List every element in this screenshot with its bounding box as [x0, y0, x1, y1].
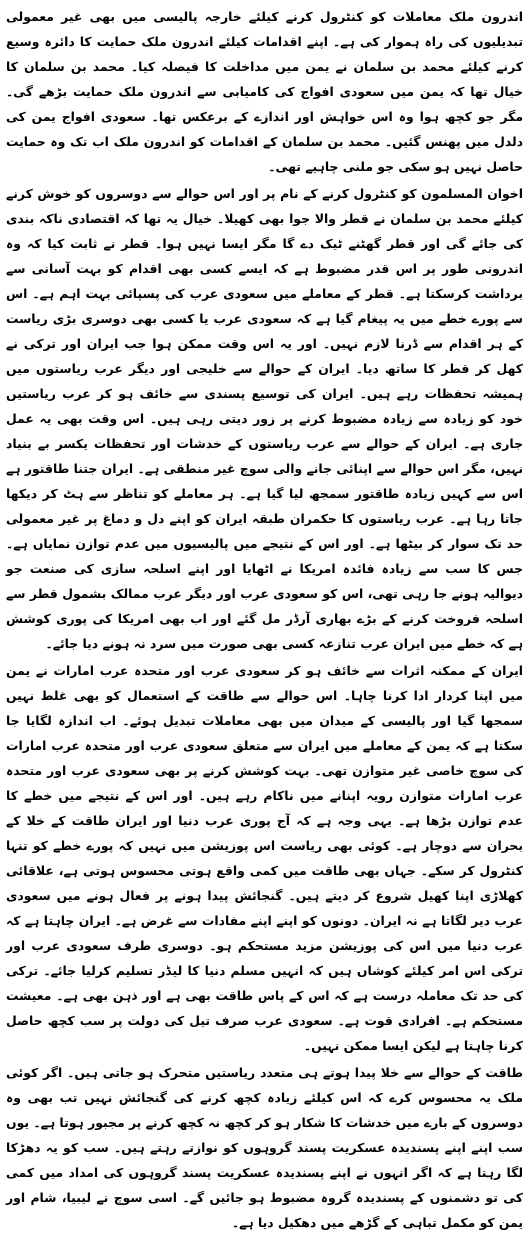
article-paragraph-2: اخوان المسلمون کو کنٹرول کرنے کے نام پر اور اس حوالے سے دوسروں کو خوش کرنے کیلئے محمد بن سلمان نے قطر والا جوا بھی کھیلا۔ خیال یہ تھا کہ اقتصادی ناکہ بندی کی جائے گی اور قطر گھٹنے ٹیک دے گا مگر ایسا نہیں ہوا۔ قطر نے ثابت کیا کہ وہ اندرونی طور پر اس قدر مضبوط ہے کہ ایسے کسی بھی اقدام کو بہت آسانی سے برداشت کرسکتا ہے۔ قطر کے معاملے میں سعودی عرب کی پسپائی بہت اہم ہے۔ اس سے پورے خطے میں یہ پیغام گیا ہے کہ سعودی عرب یا کسی بھی دوسری بڑی ریاست کے ہر اقدام سے ڈرنا لازم نہیں۔ اور یہ اس وقت ممکن ہوا جب ایران اور ترکی نے کھل کر قطر کا ساتھ دیا۔ ایران کے حوالے سے خلیجی اور دیگر عرب ریاستوں میں ہمیشہ تحفظات رہے ہیں۔ ایران کی توسیع پسندی سے خائف ہو کر عرب ریاستیں خود کو زیادہ سے زیادہ مضبوط کرنے پر زور دیتی رہی ہیں۔ اس وقت بھی یہ عمل جاری ہے۔ ایران کے حوالے سے عرب ریاستوں کے خدشات اور تحفظات یکسر بے بنیاد نہیں، مگر اس حوالے سے اپنائی جانے والی سوچ غیر منطقی ہے۔ ایران جتنا طاقتور ہے اس سے کہیں زیادہ طاقتور سمجھ لیا گیا ہے۔ ہر معاملے کو تناظر سے ہٹ کر دیکھا جاتا رہا ہے۔ عرب ریاستوں کا حکمران طبقہ ایران کو اپنے دل و دماغ پر غیر معمولی حد تک سوار کر بیٹھا ہے۔ اور اس کے نتیجے میں پالیسیوں میں عدم توازن نمایاں ہے۔ جس کا سب سے زیادہ فائدہ امریکا نے اٹھایا اور اپنے اسلحہ سازی کی صنعت جو دیوالیہ ہونے جا رہی تھی، اس کو سعودی عرب اور دیگر عرب ممالک بشمول قطر سے اسلحہ فروخت کرنے کے بڑے بھاری آرڈر مل گئے اور اب بھی امریکا کی پوری کوشش ہے کہ خطے میں ایران عرب تنازعہ کسی بھی صورت میں سرد نہ ہونے دیا جائے۔: [6, 186, 523, 651]
article-body: [6, 4, 523, 1235]
article-paragraph-4: طاقت کے حوالے سے خلا پیدا ہوتے ہی متعدد ریاستیں متحرک ہو جاتی ہیں۔ اگر کوئی ملک یہ محسوس کرے کہ اس کیلئے زیادہ کچھ کرنے کی گنجائش نہیں تب بھی وہ دوسروں کے بارے میں خدشات کا شکار ہو کر کچھ نہ کچھ کرنے پر مجبور ہوتا ہے۔ یوں سب اپنے اپنے پسندیدہ عسکریت پسند گروہوں کو نوازتے رہتے ہیں۔ سب کو یہ دھڑکا لگا رہتا ہے کہ اگر انہوں نے اپنے پسندیدہ عسکریت پسند گروہوں کی امداد میں کمی کی تو دشمنوں کے پسندیدہ گروہ مضبوط ہو جائیں گے۔ اسی سوچ نے لیبیا، شام اور یمن کو مکمل تباہی کے گڑھے میں دھکیل دیا ہے۔: [6, 1065, 523, 1230]
article-paragraph-3: ایران کے ممکنہ اثرات سے خائف ہو کر سعودی عرب اور متحدہ عرب امارات نے یمن میں اپنا کردار ادا کرنا چاہا۔ اس حوالے سے طاقت کے استعمال کو بھی غلط نہیں سمجھا گیا اور پالیسی کے میدان میں بھی معاملات تبدیل ہوئے۔ اب اندازہ لگایا جا سکتا ہے کہ یمن کے معاملے میں ایران سے متعلق سعودی عرب اور متحدہ عرب امارات کی سوچ خاصی غیر متوازن تھی۔ بہت کوشش کرنے پر بھی سعودی عرب اور متحدہ عرب امارات متوازن رویہ اپنانے میں ناکام رہے ہیں۔ اور اس کے نتیجے میں خطے کا عدم توازن بڑھا ہے۔ یہی وجہ ہے کہ آج پوری عرب دنیا اور ایران طاقت کے خلا کے بحران سے دوچار ہے۔ کوئی بھی ریاست اس پوزیشن میں نہیں کہ پورے خطے کو تنہا کنٹرول کر سکے۔ جہاں بھی طاقت میں کمی واقع ہوتی محسوس ہوتی ہے، علاقائی کھلاڑی اپنا کھیل شروع کر دیتے ہیں۔ گنجائش پیدا ہونے پر فعال ہونے میں سعودی عرب دیر لگاتا ہے نہ ایران۔ دونوں کو اپنے اپنے مفادات سے غرض ہے۔ ایران چاہتا ہے کہ عرب دنیا میں اس کی پوزیشن مزید مستحکم ہو۔ دوسری طرف سعودی عرب اور ترکی اس امر کیلئے کوشاں ہیں کہ انہیں مسلم دنیا کا لیڈر تسلیم کرلیا جائے۔ ترکی کی حد تک معاملہ درست ہے کہ اس کے پاس طاقت بھی ہے اور ذہن بھی ہے۔ معیشت مستحکم ہے۔ افرادی قوت ہے۔ سعودی عرب صرف تیل کی دولت پر سب کچھ حاصل کرنا چاہتا ہے لیکن ایسا ممکن نہیں۔: [6, 663, 523, 1053]
article-paragraph-1: اندرون ملک معاملات کو کنٹرول کرنے کیلئے خارجہ پالیسی میں بھی غیر معمولی تبدیلیوں کی راہ ہموار کی ہے۔ اپنے اقدامات کیلئے اندرون ملک حمایت کا دائرہ وسیع کرنے کیلئے محمد بن سلمان نے یمن میں مداخلت کا فیصلہ کیا۔ محمد بن سلمان کا خیال تھا کہ یمن میں سعودی افواج کی کامیابی سے اندرون ملک حمایت بڑھے گی۔ مگر جو کچھ ہوا وہ اس خواہش اور اندازے کے برعکس تھا۔ سعودی افواج یمن کی دلدل میں پھنس گئیں۔ محمد بن سلمان کے اقدامات کو اندرون ملک اب تک وہ حمایت حاصل نہیں ہو سکی جو ملنی چاہیے تھی۔: [6, 9, 523, 174]
